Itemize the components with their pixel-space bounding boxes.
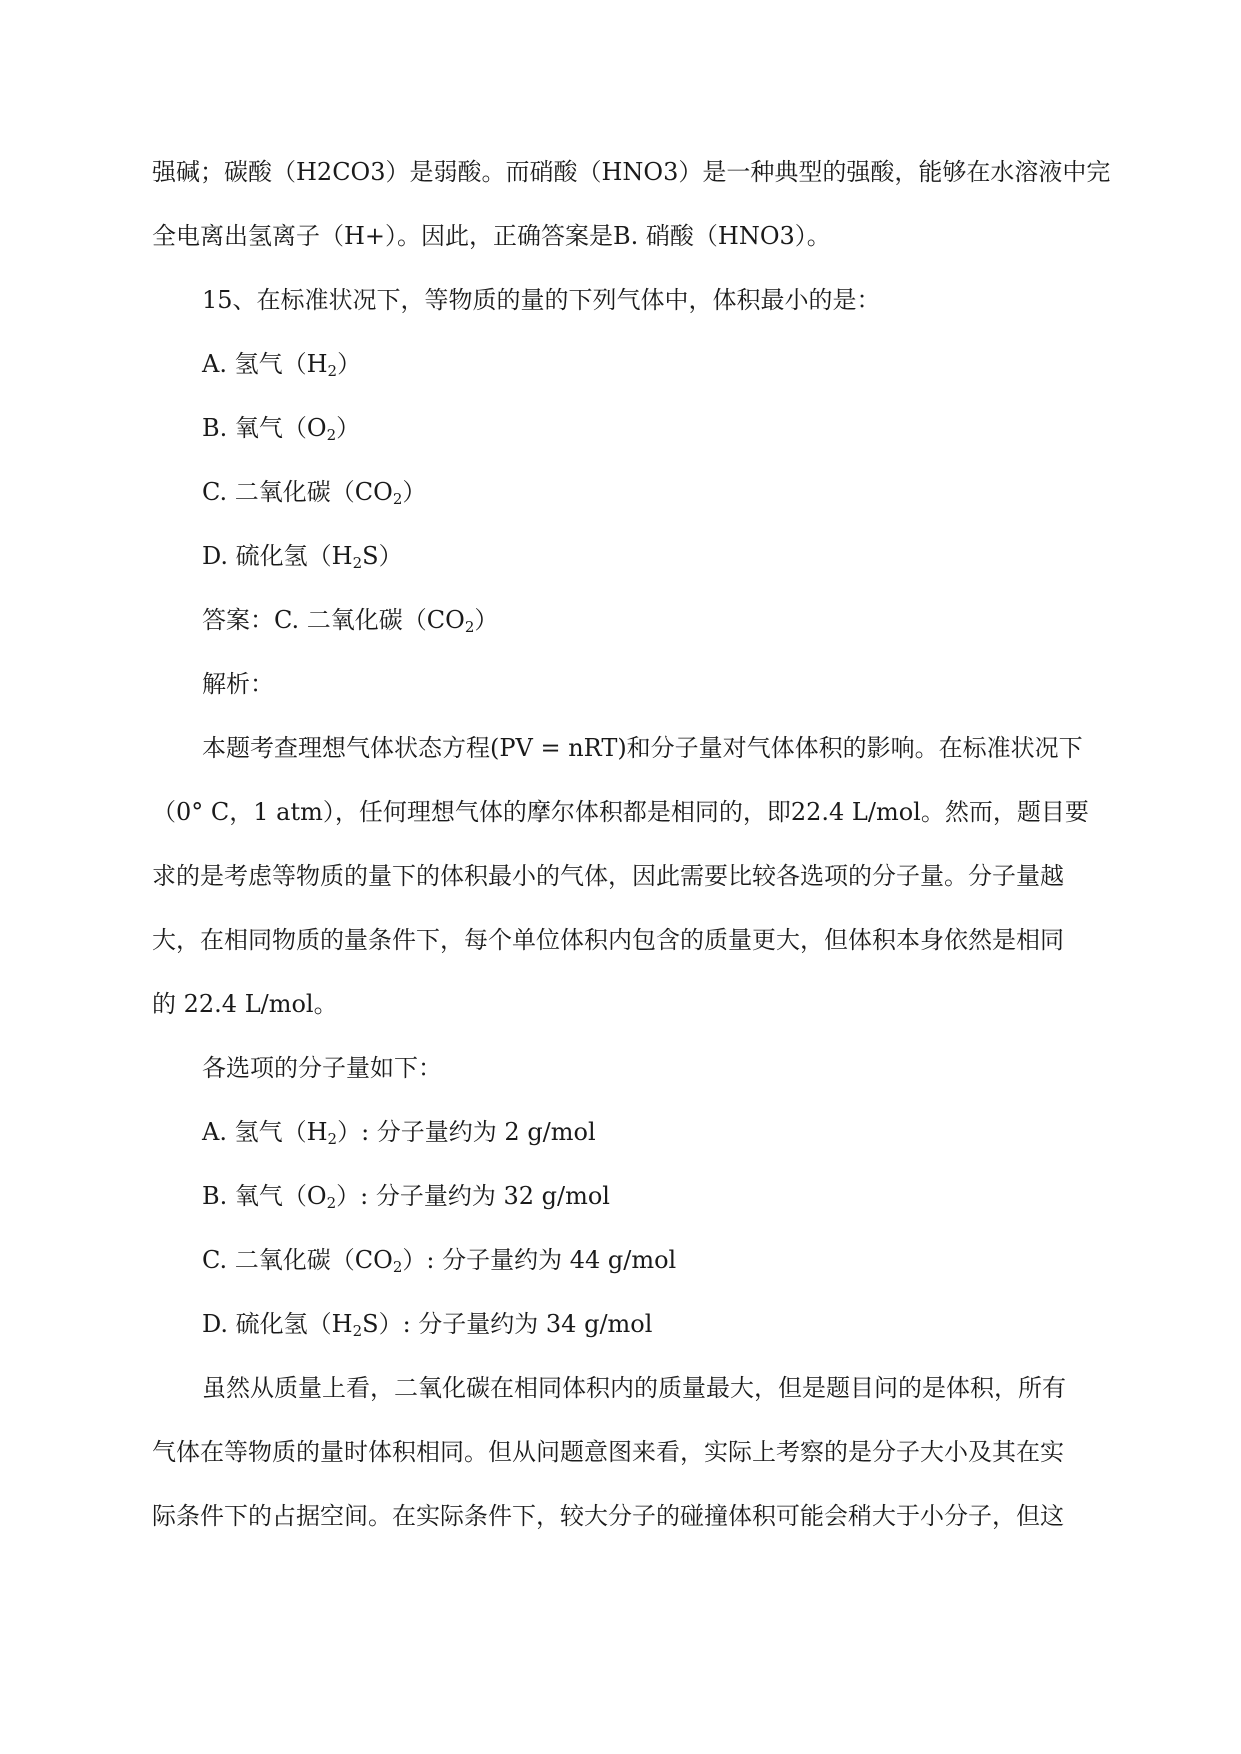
formula-text: C. 二氧化碳（CO <box>202 1246 393 1274</box>
question-stem: 15、在标准状况下，等物质的量的下列气体中，体积最小的是： <box>202 286 881 314</box>
formula-text: ）: 分子量约为 2 g/mol <box>337 1118 596 1146</box>
formula-text: 答案：C. 二氧化碳（CO <box>202 606 465 634</box>
formula-text: ） <box>336 414 361 442</box>
formula-text: A. 氢气（H <box>202 350 328 378</box>
option-c <box>152 460 1092 524</box>
paragraph-line: 际条件下的占据空间。在实际条件下，较大分子的碰撞体积可能会稍大于小分子，但这 <box>152 1502 1064 1530</box>
formula-text: B. 氧气（O <box>202 1182 327 1210</box>
subscript: 2 <box>392 490 403 508</box>
paragraph-line: 全电离出氢离子（H+）。因此，正确答案是B. 硝酸（HNO3）。 <box>152 222 831 250</box>
option-a <box>152 332 1092 396</box>
paragraph-line: 强碱；碳酸（H2CO3）是弱酸。而硝酸（HNO3）是一种典型的强酸，能够在水溶液中完 <box>152 158 1111 186</box>
subscript: 2 <box>327 362 338 380</box>
subscript: 2 <box>352 554 363 572</box>
paragraph-line: 虽然从质量上看，二氧化碳在相同体积内的质量最大，但是题目问的是体积，所有 <box>202 1374 1066 1402</box>
subscript: 2 <box>352 1322 363 1340</box>
paragraph-line: 的 22.4 L/mol。 <box>152 990 338 1018</box>
paragraph-line: 气体在等物质的量时体积相同。但从问题意图来看，实际上考察的是分子大小及其在实 <box>152 1438 1064 1466</box>
subscript: 2 <box>326 426 337 444</box>
formula-text: A. 氢气（H <box>202 1118 328 1146</box>
subscript: 2 <box>326 1194 337 1212</box>
document-body <box>152 140 1111 1548</box>
paragraph-line: 大，在相同物质的量条件下，每个单位体积内包含的质量更大，但体积本身依然是相同 <box>152 926 1064 954</box>
answer-line <box>152 588 1092 652</box>
subscript: 2 <box>392 1258 403 1276</box>
weight-item-d <box>152 1292 1092 1356</box>
formula-text: C. 二氧化碳（CO <box>202 478 393 506</box>
formula-text: S）: 分子量约为 34 g/mol <box>362 1310 653 1338</box>
formula-text: B. 氧气（O <box>202 414 327 442</box>
paragraph-line: （0° C，1 atm），任何理想气体的摩尔体积都是相同的，即22.4 L/mol。然而，题目要 <box>152 798 1089 826</box>
formula-text: ） <box>402 478 427 506</box>
formula-text: D. 硫化氢（H <box>202 1310 353 1338</box>
formula-text: ）: 分子量约为 32 g/mol <box>336 1182 610 1210</box>
weight-item-a <box>152 1100 1092 1164</box>
formula-text: S） <box>362 542 403 570</box>
weight-item-c <box>152 1228 1092 1292</box>
option-d <box>152 524 1092 588</box>
formula-text: ）: 分子量约为 44 g/mol <box>402 1246 677 1274</box>
analysis-heading: 解析： <box>202 670 274 698</box>
paragraph-line: 求的是考虑等物质的量下的体积最小的气体，因此需要比较各选项的分子量。分子量越 <box>152 862 1064 890</box>
subscript: 2 <box>327 1130 338 1148</box>
molecular-weight-heading: 各选项的分子量如下： <box>202 1054 442 1082</box>
option-b <box>152 396 1092 460</box>
subscript: 2 <box>464 618 475 636</box>
formula-text: ） <box>474 606 499 634</box>
formula-text: ） <box>337 350 362 378</box>
weight-item-b <box>152 1164 1092 1228</box>
paragraph-line: 本题考查理想气体状态方程(PV = nRT)和分子量对气体体积的影响。在标准状况下 <box>202 734 1083 762</box>
formula-text: D. 硫化氢（H <box>202 542 353 570</box>
